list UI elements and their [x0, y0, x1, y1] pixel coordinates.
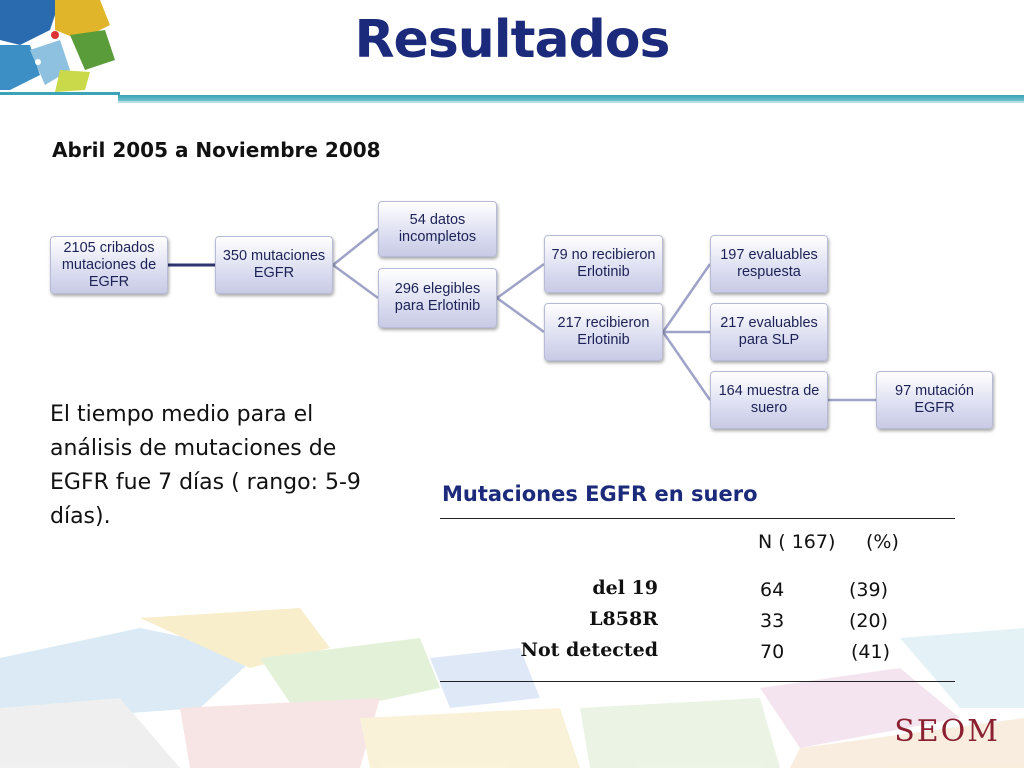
node-mutacion-suero: 97 mutación EGFR	[876, 371, 993, 429]
cell-not-detected-n: 70	[760, 641, 785, 663]
table-title: Mutaciones EGFR en suero	[442, 482, 758, 506]
row-label-l858r: L858R	[589, 608, 658, 630]
node-eval-slp: 217 evaluables para SLP	[710, 303, 828, 361]
node-recibieron: 217 recibieron Erlotinib	[544, 303, 663, 361]
row-label-not-detected: Not detected	[520, 639, 658, 661]
cell-l858r-pct: (20)	[849, 610, 889, 632]
cell-not-detected-pct: (41)	[851, 641, 891, 663]
node-eval-respuesta: 197 evaluables respuesta	[710, 235, 828, 293]
table-top-rule	[440, 518, 955, 519]
row-label-del19: del 19	[592, 577, 658, 599]
column-header-n: N ( 167)	[758, 531, 836, 553]
table-bottom-rule	[440, 681, 955, 682]
node-no-recibieron: 79 no recibieron Erlotinib	[544, 235, 663, 293]
summary-text: El tiempo medio para el análisis de mutaciones de EGFR fue 7 días ( rango: 5-9 días).	[50, 402, 361, 529]
cell-del19-n: 64	[760, 579, 785, 601]
column-header-percent: (%)	[866, 531, 899, 553]
node-incompletos: 54 datos incompletos	[378, 201, 497, 257]
node-cribados: 2105 cribados mutaciones de EGFR	[50, 236, 168, 294]
cell-l858r-n: 33	[760, 610, 785, 632]
node-elegibles: 296 elegibles para Erlotinib	[378, 268, 497, 328]
study-period: Abril 2005 a Noviembre 2008	[52, 138, 381, 162]
seom-logo: SEOM	[894, 714, 1000, 749]
page-title: Resultados	[354, 10, 670, 70]
cell-del19-pct: (39)	[849, 579, 889, 601]
node-suero: 164 muestra de suero	[710, 371, 828, 429]
node-mutaciones: 350 mutaciones EGFR	[215, 236, 333, 294]
